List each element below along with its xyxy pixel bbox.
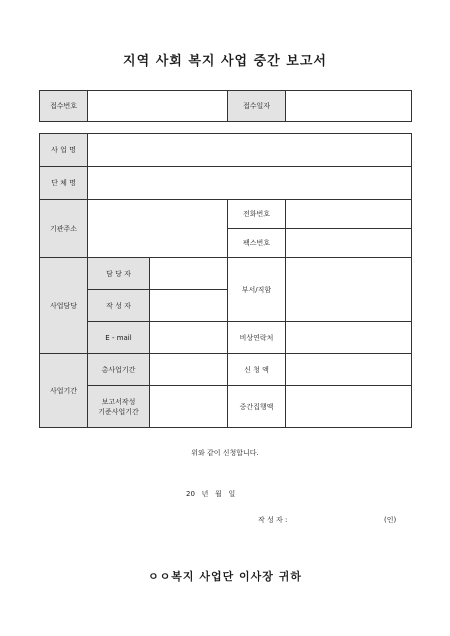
org-name-label: 단 체 명: [40, 167, 88, 200]
application-table: [39, 133, 412, 428]
receipt-table: [39, 90, 412, 122]
emergency-contact-label: 비상연락처: [228, 322, 286, 354]
emergency-contact-field[interactable]: [286, 322, 412, 354]
writer-label: 작 성 자: [88, 290, 150, 322]
manager-label: 담 당 자: [88, 258, 150, 290]
page-title: 지역 사회 복지 사업 중간 보고서: [123, 54, 327, 69]
report-period-label-line1: 보고서작성: [101, 397, 136, 406]
staff-label: 사업담당: [40, 258, 88, 354]
receipt-number-field[interactable]: [88, 91, 228, 122]
writer-field[interactable]: [150, 290, 228, 322]
fax-label: 팩스번호: [228, 229, 286, 258]
receipt-date-field[interactable]: [286, 91, 412, 122]
seal-mark: (인): [384, 516, 397, 524]
address-field[interactable]: [88, 200, 228, 258]
writer-signature-line: 작 성 자 :: [258, 516, 288, 524]
report-period-field[interactable]: [150, 386, 228, 428]
date-line: 20 년 월 일: [186, 490, 236, 498]
manager-field[interactable]: [150, 258, 228, 290]
request-amount-label: 신 청 액: [228, 354, 286, 386]
receipt-date-label: 접수일자: [228, 91, 286, 122]
receipt-number-label: 접수번호: [40, 91, 88, 122]
fax-field[interactable]: [286, 229, 412, 258]
phone-label: 전화번호: [228, 200, 286, 229]
total-period-label: 총사업기간: [88, 354, 150, 386]
project-name-field[interactable]: [88, 134, 412, 167]
mid-exec-label: 중간집행액: [228, 386, 286, 428]
dept-field[interactable]: [286, 258, 412, 322]
email-label: E - mail: [88, 322, 150, 354]
request-amount-field[interactable]: [286, 354, 412, 386]
project-name-label: 사 업 명: [40, 134, 88, 167]
phone-field[interactable]: [286, 200, 412, 229]
report-period-label: [88, 386, 150, 428]
total-period-field[interactable]: [150, 354, 228, 386]
recipient-line: ㅇㅇ복지 사업단 이사장 귀하: [148, 570, 302, 583]
period-label: 사업기간: [40, 354, 88, 428]
dept-label: 부서/직함: [228, 258, 286, 322]
email-field[interactable]: [150, 322, 228, 354]
application-sentence: 위와 같이 신청합니다.: [191, 449, 259, 457]
report-period-label-line2: 기준사업기간: [98, 407, 139, 416]
org-name-field[interactable]: [88, 167, 412, 200]
mid-exec-field[interactable]: [286, 386, 412, 428]
address-label: 기관주소: [40, 200, 88, 258]
